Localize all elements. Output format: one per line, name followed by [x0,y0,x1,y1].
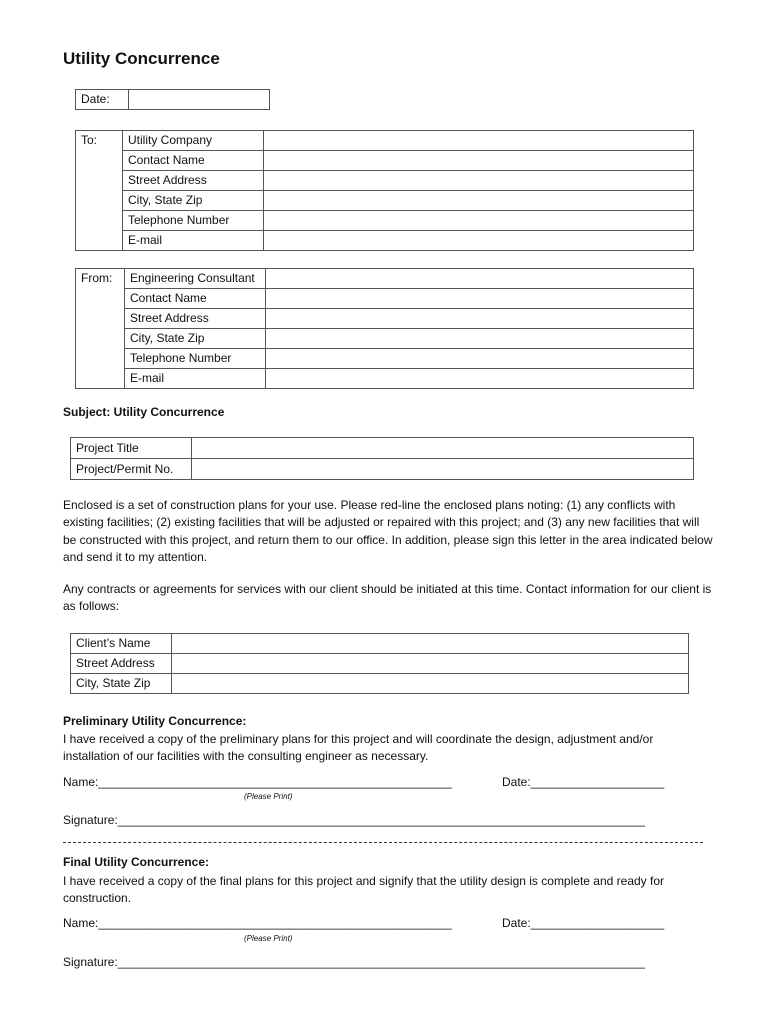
preliminary-signature-line[interactable]: Signature:_______________________________________________________________________________ [63,813,645,827]
client-street-field[interactable] [172,654,689,674]
to-row-label: Contact Name [123,151,264,171]
section-divider [63,842,703,843]
to-row-label: E-mail [123,231,264,251]
project-table [70,437,694,480]
from-contact-name-field[interactable] [266,289,694,309]
to-contact-name-field[interactable] [264,151,694,171]
from-telephone-input[interactable] [271,350,688,367]
project-title-label: Project Title [71,438,192,459]
client-street-input[interactable] [177,655,683,672]
from-city-state-zip-input[interactable] [271,330,688,347]
to-label: To: [76,131,123,251]
from-telephone-field[interactable] [266,349,694,369]
to-telephone-input[interactable] [269,212,688,229]
client-street-label: Street Address [71,654,172,674]
preliminary-heading: Preliminary Utility Concurrence: [63,714,247,728]
client-city-field[interactable] [172,674,689,694]
from-email-field[interactable] [266,369,694,389]
to-row-label: City, State Zip [123,191,264,211]
to-street-address-input[interactable] [269,172,688,189]
from-city-state-zip-field[interactable] [266,329,694,349]
from-contact-name-input[interactable] [271,290,688,307]
preliminary-text: I have received a copy of the preliminary plans for this project and will coordinate the design, adjustment and/or installation of our facilities with the consulting engineer as necessary. [63,732,654,764]
from-table [75,268,694,389]
date-input[interactable] [134,91,264,108]
final-please-print: (Please Print) [244,934,293,943]
preliminary-please-print: (Please Print) [244,792,293,801]
client-name-label: Client’s Name [71,634,172,654]
final-name-line[interactable]: Name:_____________________________________________________ [63,916,453,930]
project-title-field[interactable] [192,438,694,459]
to-street-address-field[interactable] [264,171,694,191]
from-row-label: Telephone Number [125,349,266,369]
date-label: Date: [76,90,129,110]
project-title-input[interactable] [197,439,688,456]
project-permit-field[interactable] [192,459,694,480]
client-contracts-paragraph: Any contracts or agreements for services with our client should be initiated at this time. Contact information for our client is as follows: [63,582,712,614]
final-date-line[interactable]: Date:____________________ [502,916,665,930]
from-engineering-consultant-field[interactable] [266,269,694,289]
from-row-label: City, State Zip [125,329,266,349]
final-signature-line[interactable]: Signature:_______________________________________________________________________________ [63,955,645,969]
from-row-label: Street Address [125,309,266,329]
to-utility-company-input[interactable] [269,132,688,149]
to-telephone-field[interactable] [264,211,694,231]
client-name-input[interactable] [177,635,683,652]
to-table [75,130,694,251]
preliminary-name-line[interactable]: Name:_____________________________________________________ [63,775,453,789]
instructions-paragraph: Enclosed is a set of construction plans for your use. Please red-line the enclosed plans noting: (1) any conflicts with existing facilities; (2) existing facilities that will be adjusted or repaired with this project; and (3) any new facilities that will be constructed with this project, and return them to our office. In addition, please sign this letter in the area indicated below and send it to my attention. [63,498,713,564]
from-label: From: [76,269,125,389]
project-permit-input[interactable] [197,460,688,477]
client-table [70,633,689,694]
subject-heading: Subject: Utility Concurrence [63,405,225,419]
client-city-label: City, State Zip [71,674,172,694]
project-permit-label: Project/Permit No. [71,459,192,480]
from-row-label: Engineering Consultant [125,269,266,289]
from-email-input[interactable] [271,370,688,387]
from-row-label: Contact Name [125,289,266,309]
from-street-address-field[interactable] [266,309,694,329]
date-table [75,89,270,110]
to-row-label: Street Address [123,171,264,191]
to-contact-name-input[interactable] [269,152,688,169]
client-name-field[interactable] [172,634,689,654]
date-field[interactable] [129,90,270,110]
final-heading: Final Utility Concurrence: [63,855,210,869]
from-row-label: E-mail [125,369,266,389]
to-utility-company-field[interactable] [264,131,694,151]
to-row-label: Telephone Number [123,211,264,231]
client-city-input[interactable] [177,675,683,692]
to-city-state-zip-input[interactable] [269,192,688,209]
to-city-state-zip-field[interactable] [264,191,694,211]
from-engineering-consultant-input[interactable] [271,270,688,287]
to-email-field[interactable] [264,231,694,251]
page-title: Utility Concurrence [63,49,220,68]
to-email-input[interactable] [269,232,688,249]
from-street-address-input[interactable] [271,310,688,327]
to-row-label: Utility Company [123,131,264,151]
preliminary-date-line[interactable]: Date:____________________ [502,775,665,789]
final-text: I have received a copy of the final plans for this project and signify that the utility design is complete and ready for construction. [63,874,665,906]
